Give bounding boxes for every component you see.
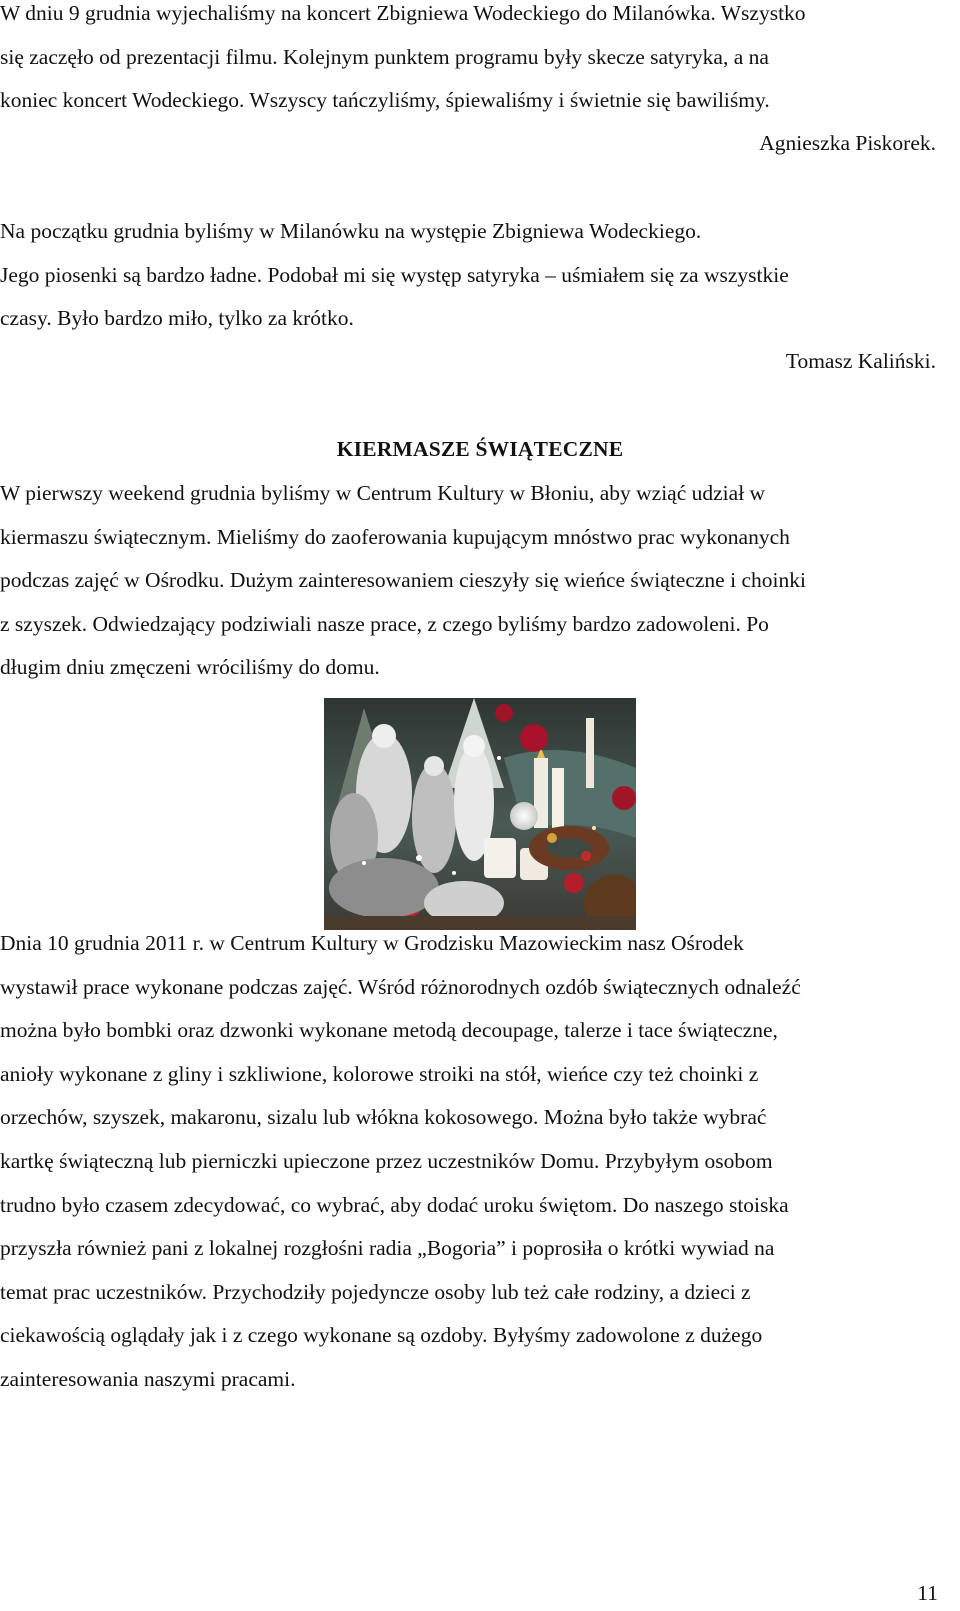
text-line: trudno było czasem zdecydować, co wybrać, aby dodać uroku świętom. Do naszego stoiska bbox=[0, 1192, 789, 1217]
text-line: wystawił prace wykonane podczas zajęć. Wśród różnorodnych ozdób świątecznych odnaleźć bbox=[0, 974, 801, 999]
page-number: 11 bbox=[917, 1581, 938, 1605]
text-line: podczas zajęć w Ośrodku. Dużym zainteresowaniem cieszyły się wieńce świąteczne i choinki bbox=[0, 568, 806, 593]
text-line: Dnia 10 grudnia 2011 r. w Centrum Kultury w Grodzisku Mazowieckim nasz Ośrodek bbox=[0, 931, 744, 955]
text-line: koniec koncert Wodeckiego. Wszyscy tańczyliśmy, śpiewaliśmy i świetnie się bawiliśmy. bbox=[0, 88, 770, 113]
text-line: anioły wykonane z gliny i szkliwione, kolorowe stroiki na stół, wieńce czy też choinki z bbox=[0, 1061, 759, 1086]
text-line: temat prac uczestników. Przychodziły pojedyncze osoby lub też całe rodziny, a dzieci z bbox=[0, 1279, 751, 1304]
text-line: W pierwszy weekend grudnia byliśmy w Centrum Kultury w Błoniu, aby wziąć udział w bbox=[0, 481, 766, 505]
text-line: Jego piosenki są bardzo ładne. Podobał mi się występ satyryka – uśmiałem się za wszystkie bbox=[0, 262, 789, 287]
text-line: czasy. Było bardzo miło, tylko za krótko. bbox=[0, 306, 354, 331]
text-line: W dniu 9 grudnia wyjechaliśmy na koncert Zbigniewa Wodeckiego do Milanówka. Wszystko bbox=[0, 1, 806, 25]
christmas-fair-photo bbox=[324, 698, 636, 930]
text-line: długim dniu zmęczeni wróciliśmy do domu. bbox=[0, 655, 380, 680]
text-line: orzechów, szyszek, makaronu, sizalu lub włókna kokosowego. Można było także wybrać bbox=[0, 1105, 767, 1130]
text-line: kartkę świąteczną lub pierniczki upieczone przez uczestników Domu. Przybyłym osobom bbox=[0, 1148, 773, 1173]
text-line: kiermaszu świątecznym. Mieliśmy do zaoferowania kupującym mnóstwo prac wykonanych bbox=[0, 524, 790, 549]
text-line: przyszła również pani z lokalnej rozgłośni radia „Bogoria” i poprosiła o krótki wywiad na bbox=[0, 1236, 775, 1261]
signature-tomasz: Tomasz Kaliński. bbox=[785, 349, 936, 373]
paragraph-fair bbox=[0, 472, 806, 690]
text-line: z szyszek. Odwiedzający podziwiali nasze prace, z czego byliśmy bardzo zadowoleni. Po bbox=[0, 611, 769, 636]
paragraph-concert-2 bbox=[0, 210, 789, 341]
text-line: zainteresowania naszymi pracami. bbox=[0, 1366, 296, 1391]
text-line: się zaczęło od prezentacji filmu. Kolejnym punktem programu były skecze satyryka, a na bbox=[0, 44, 769, 69]
paragraph-grodzisk bbox=[0, 922, 801, 1402]
paragraph-concert-1 bbox=[0, 0, 806, 123]
section-heading: KIERMASZE ŚWIĄTECZNE bbox=[336, 437, 624, 461]
text-line: można było bombki oraz dzwonki wykonane metodą decoupage, talerze i tace świąteczne, bbox=[0, 1018, 778, 1043]
text-line: Na początku grudnia byliśmy w Milanówku na występie Zbigniewa Wodeckiego. bbox=[0, 219, 702, 243]
signature-agnieszka: Agnieszka Piskorek. bbox=[759, 131, 936, 155]
text-line: ciekawością oglądały jak i z czego wykonane są ozdoby. Byłyśmy zadowolone z dużego bbox=[0, 1323, 763, 1348]
